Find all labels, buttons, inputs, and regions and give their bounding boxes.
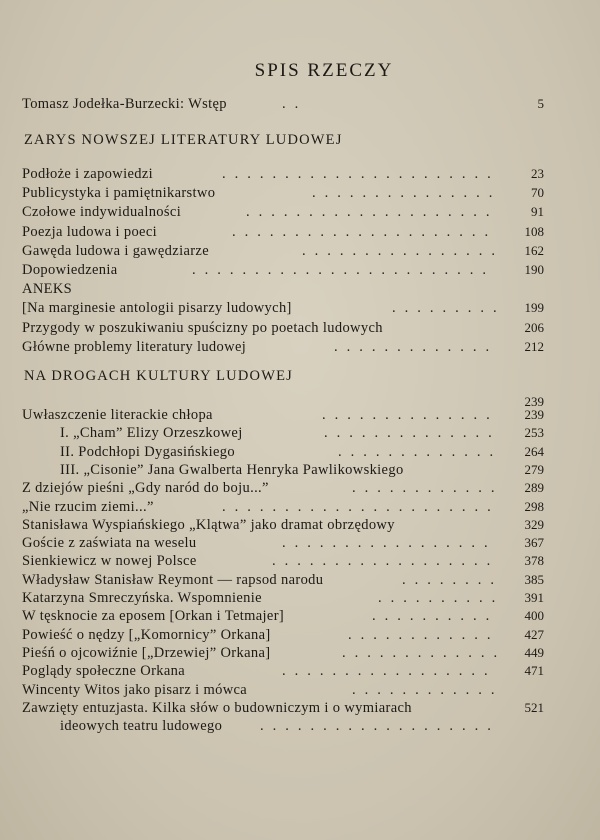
entry-title: III. „Cisonie” Jana Gwalberta Henryka Pawlikowskiego: [60, 461, 404, 478]
dot-leader: ..............: [324, 425, 501, 442]
toc-entry-intro: [22, 94, 544, 114]
toc-entry: [22, 478, 544, 498]
dot-leader: ..............: [322, 407, 499, 423]
entry-title: Poezja ludowa i poeci: [22, 223, 157, 240]
entry-title: Władysław Stanisław Reymont — rapsod narodu: [22, 571, 324, 588]
entry-title: Tomasz Jodełka-Burzecki: Wstęp: [22, 96, 227, 112]
entry-page: 385: [524, 571, 544, 587]
dot-leader: .............: [342, 644, 507, 661]
toc-entry: [22, 260, 544, 280]
toc-entry: [22, 551, 544, 571]
toc-entry: [22, 337, 544, 357]
toc-entry: [22, 423, 544, 443]
entry-title: Czołowe indywidualności: [22, 204, 182, 221]
page-title: SPIS RZECZY: [254, 60, 394, 81]
toc-entry: [22, 164, 544, 184]
entry-title: I. „Cham” Elizy Orzeszkowej: [60, 425, 243, 442]
dot-leader: ...............: [312, 185, 502, 202]
toc-entry: [22, 442, 544, 462]
entry-title: Zawzięty entuzjasta. Kilka słów o budowniczym i o wymiarach: [22, 699, 412, 716]
toc-entry: [22, 625, 544, 645]
entry-title: Goście z zaświata na weselu: [22, 535, 197, 552]
section-heading-1: ZARYS NOWSZEJ LITERATURY LUDOWEJ: [24, 132, 343, 148]
toc-entry: [22, 515, 544, 535]
toc-entry: [22, 298, 544, 318]
dot-leader: ............: [348, 626, 500, 643]
entry-page: 5: [537, 96, 544, 111]
orphan-page-number: 239: [524, 394, 544, 409]
entry-page: 108: [524, 223, 544, 239]
entry-page: 91: [531, 204, 544, 220]
entry-page: 253: [524, 425, 544, 441]
toc-entry: [22, 222, 544, 242]
dot-leader: ......................: [222, 498, 500, 515]
entry-page: 199: [524, 300, 544, 316]
toc-entry: [22, 533, 544, 553]
entry-page: 70: [531, 185, 544, 201]
dot-leader: ......................: [222, 166, 500, 182]
dot-leader: ..........: [378, 590, 505, 606]
dot-leader: .............: [334, 338, 499, 355]
entry-page: 471: [524, 663, 544, 679]
dot-leader: ................: [302, 242, 504, 259]
entry-title: [Na marginesie antologii pisarzy ludowych]: [22, 300, 292, 317]
entry-title: Z dziejów pieśni „Gdy naród do boju...”: [22, 480, 269, 497]
toc-entry: [22, 241, 544, 261]
dot-leader: ............: [352, 681, 504, 698]
entry-page: 23: [531, 166, 544, 181]
entry-title: Podłoże i zapowiedzi: [22, 166, 154, 182]
entry-title: W tęsknocie za eposem [Orkan i Tetmajer]: [22, 608, 285, 625]
entry-page: 190: [524, 262, 544, 277]
entry-page: 279: [524, 461, 544, 477]
toc-entry: [22, 698, 544, 718]
dot-leader: ..: [282, 96, 308, 112]
entry-title: Główne problemy literatury ludowej: [22, 338, 247, 355]
entry-title: „Nie rzucim ziemi...”: [22, 498, 154, 515]
dot-leader: .........: [392, 300, 506, 317]
entry-title: Przygody w poszukiwaniu spuścizny po poetach ludowych: [22, 319, 383, 336]
dot-leader: .............: [338, 443, 503, 460]
toc-entry: [22, 405, 544, 425]
entry-title: Publicystyka i pamiętnikarstwo: [22, 185, 216, 202]
entry-title: II. Podchłopi Dygasińskiego: [60, 443, 235, 460]
toc-entry: [22, 570, 544, 590]
entry-title: Uwłaszczenie literackie chłopa: [22, 407, 213, 423]
entry-title: Katarzyna Smreczyńska. Wspomnienie: [22, 590, 262, 606]
section-heading-2: NA DROGACH KULTURY LUDOWEJ: [24, 368, 293, 384]
entry-title: Pieśń o ojcowiźnie [„Drzewiej” Orkana]: [22, 644, 271, 661]
dot-leader: .................: [282, 535, 497, 552]
toc-entry: [22, 497, 544, 517]
dot-leader: ....................: [246, 204, 499, 221]
dot-leader: .................: [282, 663, 497, 680]
dot-leader: ........: [402, 571, 503, 588]
entry-page: 206: [524, 319, 544, 335]
toc-entry: [22, 716, 544, 736]
entry-page: 391: [524, 590, 544, 605]
dot-leader: .....................: [232, 223, 498, 240]
toc-entry: [22, 183, 544, 203]
toc-entry: [22, 661, 544, 681]
entry-page: 289: [524, 480, 544, 496]
toc-entry: [22, 606, 544, 626]
toc-entry: [22, 202, 544, 222]
dot-leader: ..................: [272, 553, 500, 570]
entry-title: Dopowiedzenia: [22, 262, 118, 278]
toc-entry: [22, 588, 544, 608]
entry-title: Poglądy społeczne Orkana: [22, 663, 186, 680]
entry-page: 521: [524, 699, 544, 715]
toc-entry: [22, 279, 544, 299]
entry-page: 162: [524, 242, 544, 258]
entry-page: 298: [524, 498, 544, 514]
entry-page: 212: [524, 338, 544, 354]
entry-page: 367: [524, 535, 544, 551]
toc-entry: [22, 460, 544, 480]
entry-title: Gawęda ludowa i gawędziarze: [22, 242, 209, 259]
entry-title: Stanisława Wyspiańskiego „Klątwa” jako dramat obrzędowy: [22, 516, 395, 533]
entry-title: Powieść o nędzy [„Komornicy” Orkana]: [22, 626, 271, 643]
toc-entry: [22, 680, 544, 700]
toc-entry: [22, 318, 544, 338]
entry-page: 264: [524, 443, 544, 459]
entry-page: 378: [524, 553, 544, 569]
entry-title: Wincenty Witos jako pisarz i mówca: [22, 681, 248, 698]
entry-title: Sienkiewicz w nowej Polsce: [22, 553, 197, 570]
dot-leader: ............: [352, 480, 504, 497]
entry-page: 329: [524, 516, 544, 532]
entry-page: 449: [524, 644, 544, 660]
entry-page: 239: [524, 407, 544, 422]
dot-leader: ........................: [192, 262, 495, 278]
dot-leader: ...................: [260, 718, 500, 735]
entry-page: 400: [524, 608, 544, 624]
entry-title: ANEKS: [22, 281, 73, 298]
entry-page: 427: [524, 626, 544, 642]
dot-leader: ..........: [372, 608, 499, 625]
entry-title: ideowych teatru ludowego: [60, 718, 223, 735]
toc-entry: [22, 643, 544, 663]
